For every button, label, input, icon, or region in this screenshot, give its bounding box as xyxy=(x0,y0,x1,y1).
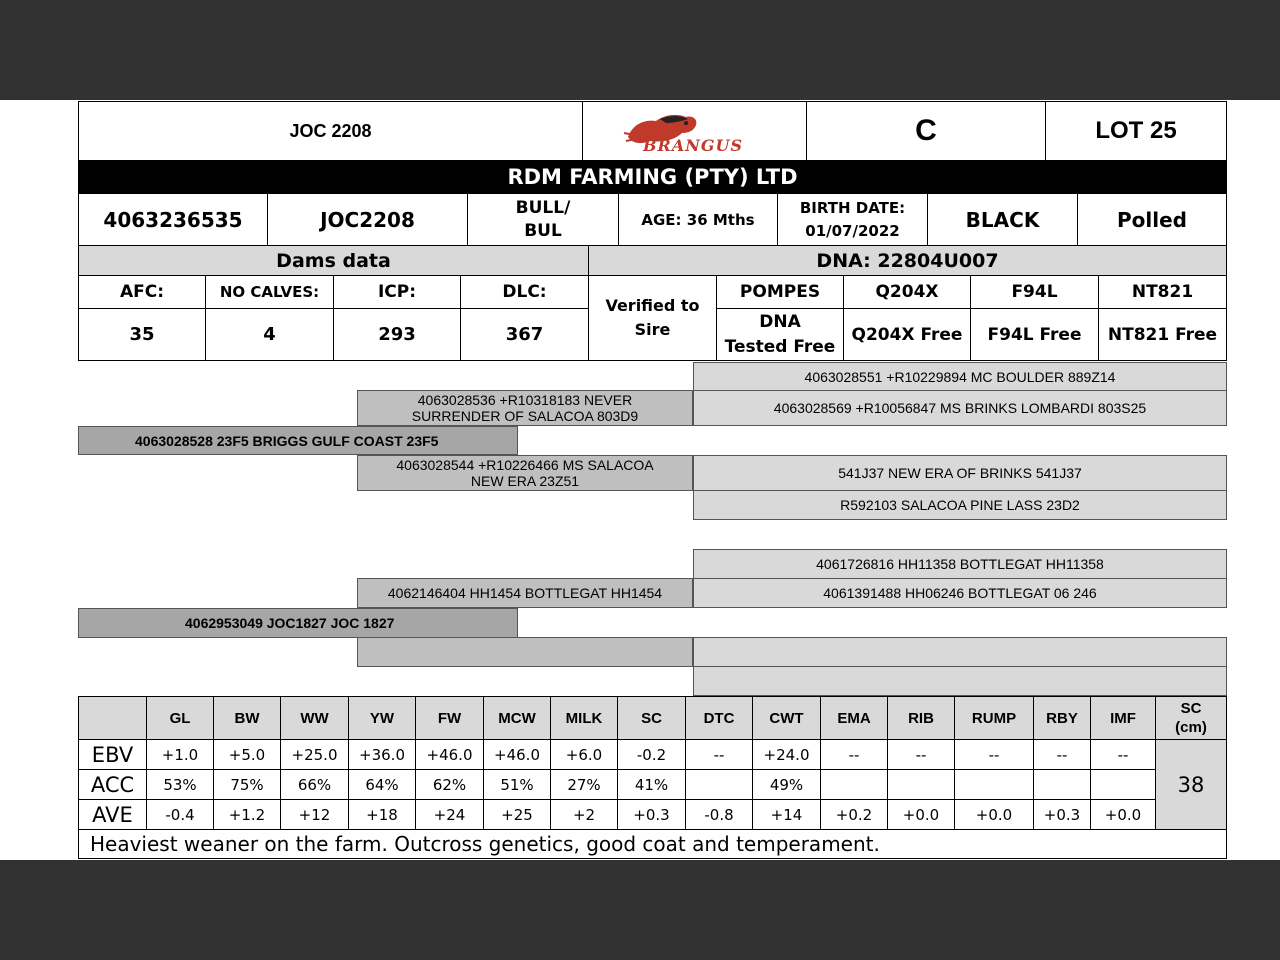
result-f94l: F94L Free xyxy=(970,308,1099,361)
pedigree-sire-sire xyxy=(357,390,693,426)
pedigree-sire-dam-line-2: NEW ERA 23Z51 xyxy=(470,473,580,489)
ave-cell: +0.0 xyxy=(888,800,955,830)
ave-cell: +0.2 xyxy=(821,800,888,830)
grade: C xyxy=(806,101,1046,161)
column-header: GL xyxy=(147,697,214,740)
animal-id: JOC2208 xyxy=(267,193,468,246)
ebv-cell: +36.0 xyxy=(349,740,416,770)
ebv-cell: -- xyxy=(888,740,955,770)
ave-cell: +2 xyxy=(551,800,618,830)
pedigree-sire-dam-sire: 541J37 NEW ERA OF BRINKS 541J37 xyxy=(693,455,1227,491)
pedigree-dam-sire-sire: 4061726816 HH11358 BOTTLEGAT HH11358 xyxy=(693,549,1227,579)
afc-value: 35 xyxy=(78,308,206,361)
brangus-wordmark: BRANGUS xyxy=(643,136,744,155)
ebv-cell: +1.0 xyxy=(147,740,214,770)
pedigree-dam-dam-dam xyxy=(693,666,1227,696)
breeder-name: RDM FARMING (PTY) LTD xyxy=(78,161,1227,193)
ave-cell: -0.4 xyxy=(147,800,214,830)
ave-cell: +1.2 xyxy=(214,800,281,830)
acc-cell: 27% xyxy=(551,770,618,800)
result-q204x: Q204X Free xyxy=(843,308,971,361)
lot-card xyxy=(0,100,1280,860)
ave-cell: +24 xyxy=(416,800,484,830)
acc-cell: 49% xyxy=(753,770,821,800)
verified-line-2: Sire xyxy=(634,320,671,339)
column-header: IMF xyxy=(1091,697,1156,740)
ave-cell: +0.0 xyxy=(955,800,1034,830)
pedigree-dam: 4062953049 JOC1827 JOC 1827 xyxy=(78,608,518,638)
pedigree-sire-sire-sire: 4063028551 +R10229894 MC BOULDER 889Z14 xyxy=(693,362,1227,391)
brangus-logo xyxy=(582,101,807,161)
column-header: CWT xyxy=(753,697,821,740)
dna-title: DNA: 22804U007 xyxy=(588,245,1227,276)
registration-number: 4063236535 xyxy=(78,193,268,246)
birth-date-label: BIRTH DATE: xyxy=(799,198,906,217)
ave-cell: +0.0 xyxy=(1091,800,1156,830)
row-label: EBV xyxy=(79,740,147,770)
ebv-cell: -- xyxy=(1034,740,1091,770)
pedigree-sire-sire-dam: 4063028569 +R10056847 MS BRINKS LOMBARDI 803S25 xyxy=(693,390,1227,426)
row-label: AVE xyxy=(79,800,147,830)
calves-header: NO CALVES: xyxy=(205,275,334,309)
comment: Heaviest weaner on the farm. Outcross genetics, good coat and temperament. xyxy=(78,829,1227,859)
icp-value: 293 xyxy=(333,308,461,361)
result-pompes-line-2: Tested Free xyxy=(724,336,836,357)
pedigree-dam-dam xyxy=(357,637,693,667)
column-header: MILK xyxy=(551,697,618,740)
birth-date xyxy=(777,193,928,246)
ebv-row xyxy=(79,740,1227,770)
acc-cell: 75% xyxy=(214,770,281,800)
ebv-cell: -- xyxy=(821,740,888,770)
dlc-header: DLC: xyxy=(460,275,589,309)
column-header: SC xyxy=(618,697,686,740)
acc-cell: 53% xyxy=(147,770,214,800)
column-header: WW xyxy=(281,697,349,740)
sc-header-line-1: SC xyxy=(1180,700,1202,717)
sc-header-line-2: (cm) xyxy=(1175,719,1207,736)
column-header: MCW xyxy=(484,697,551,740)
column-header: EMA xyxy=(821,697,888,740)
ave-cell: +0.3 xyxy=(618,800,686,830)
acc-cell xyxy=(821,770,888,800)
afc-header: AFC: xyxy=(78,275,206,309)
pedigree-sire-sire-line-2: SURRENDER OF SALACOA 803D9 xyxy=(411,408,639,424)
ave-cell: +14 xyxy=(753,800,821,830)
acc-cell xyxy=(955,770,1034,800)
pedigree-dam-dam-sire xyxy=(693,637,1227,667)
test-pompes: POMPES xyxy=(716,275,844,309)
pedigree-dam-sire: 4062146404 HH1454 BOTTLEGAT HH1454 xyxy=(357,578,693,608)
joc-title: JOC 2208 xyxy=(78,101,583,161)
pedigree-sire-dam-line-1: 4063028544 +R10226466 MS SALACOA xyxy=(396,457,654,473)
ave-cell: +12 xyxy=(281,800,349,830)
result-pompes-line-1: DNA xyxy=(759,311,801,332)
lot-number: LOT 25 xyxy=(1045,101,1227,161)
result-pompes xyxy=(716,308,844,361)
ebv-cell: -- xyxy=(1091,740,1156,770)
pedigree-dam-sire-dam: 4061391488 HH06246 BOTTLEGAT 06 246 xyxy=(693,578,1227,608)
ave-cell: +0.3 xyxy=(1034,800,1091,830)
result-nt821: NT821 Free xyxy=(1098,308,1227,361)
icp-header: ICP: xyxy=(333,275,461,309)
performance-table xyxy=(78,696,1227,830)
ebv-cell: +46.0 xyxy=(484,740,551,770)
sex-line-1: BULL/ xyxy=(515,197,571,218)
ebv-cell: -- xyxy=(955,740,1034,770)
header-corner xyxy=(79,697,147,740)
ave-cell: -0.8 xyxy=(686,800,753,830)
ebv-cell: +24.0 xyxy=(753,740,821,770)
acc-cell: 66% xyxy=(281,770,349,800)
ave-cell: +18 xyxy=(349,800,416,830)
ebv-cell: +6.0 xyxy=(551,740,618,770)
verified-to-sire xyxy=(588,275,717,361)
row-label: ACC xyxy=(79,770,147,800)
horn-status: Polled xyxy=(1077,193,1227,246)
ave-row xyxy=(79,800,1227,830)
acc-cell xyxy=(1034,770,1091,800)
acc-cell: 62% xyxy=(416,770,484,800)
dlc-value: 367 xyxy=(460,308,589,361)
ebv-cell: +46.0 xyxy=(416,740,484,770)
acc-cell xyxy=(686,770,753,800)
test-nt821: NT821 xyxy=(1098,275,1227,309)
column-header: RBY xyxy=(1034,697,1091,740)
ebv-cell: -- xyxy=(686,740,753,770)
column-header: BW xyxy=(214,697,281,740)
ebv-cell: +25.0 xyxy=(281,740,349,770)
pedigree-sire-dam xyxy=(357,455,693,491)
test-f94l: F94L xyxy=(970,275,1099,309)
sex xyxy=(467,193,619,246)
sex-line-2: BUL xyxy=(524,220,562,241)
column-header: RIB xyxy=(888,697,955,740)
acc-cell: 64% xyxy=(349,770,416,800)
ebv-cell: -0.2 xyxy=(618,740,686,770)
calves-value: 4 xyxy=(205,308,334,361)
sc-cm-header xyxy=(1156,697,1227,740)
acc-row xyxy=(79,770,1227,800)
column-header: YW xyxy=(349,697,416,740)
acc-cell xyxy=(888,770,955,800)
pedigree-sire-dam-dam: R592103 SALACOA PINE LASS 23D2 xyxy=(693,490,1227,520)
column-header: DTC xyxy=(686,697,753,740)
dams-data-title: Dams data xyxy=(78,245,589,276)
age: AGE: 36 Mths xyxy=(618,193,778,246)
acc-cell: 51% xyxy=(484,770,551,800)
column-header: RUMP xyxy=(955,697,1034,740)
sc-value: 38 xyxy=(1156,740,1227,830)
test-q204x: Q204X xyxy=(843,275,971,309)
ave-cell: +25 xyxy=(484,800,551,830)
birth-date-value: 01/07/2022 xyxy=(805,221,900,240)
verified-line-1: Verified to xyxy=(605,296,700,315)
pedigree-sire-sire-line-1: 4063028536 +R10318183 NEVER xyxy=(417,392,633,408)
pedigree-sire: 4063028528 23F5 BRIGGS GULF COAST 23F5 xyxy=(78,426,518,455)
acc-cell xyxy=(1091,770,1156,800)
performance-header-row xyxy=(79,697,1227,740)
acc-cell: 41% xyxy=(618,770,686,800)
ebv-cell: +5.0 xyxy=(214,740,281,770)
colour: BLACK xyxy=(927,193,1078,246)
column-header: FW xyxy=(416,697,484,740)
